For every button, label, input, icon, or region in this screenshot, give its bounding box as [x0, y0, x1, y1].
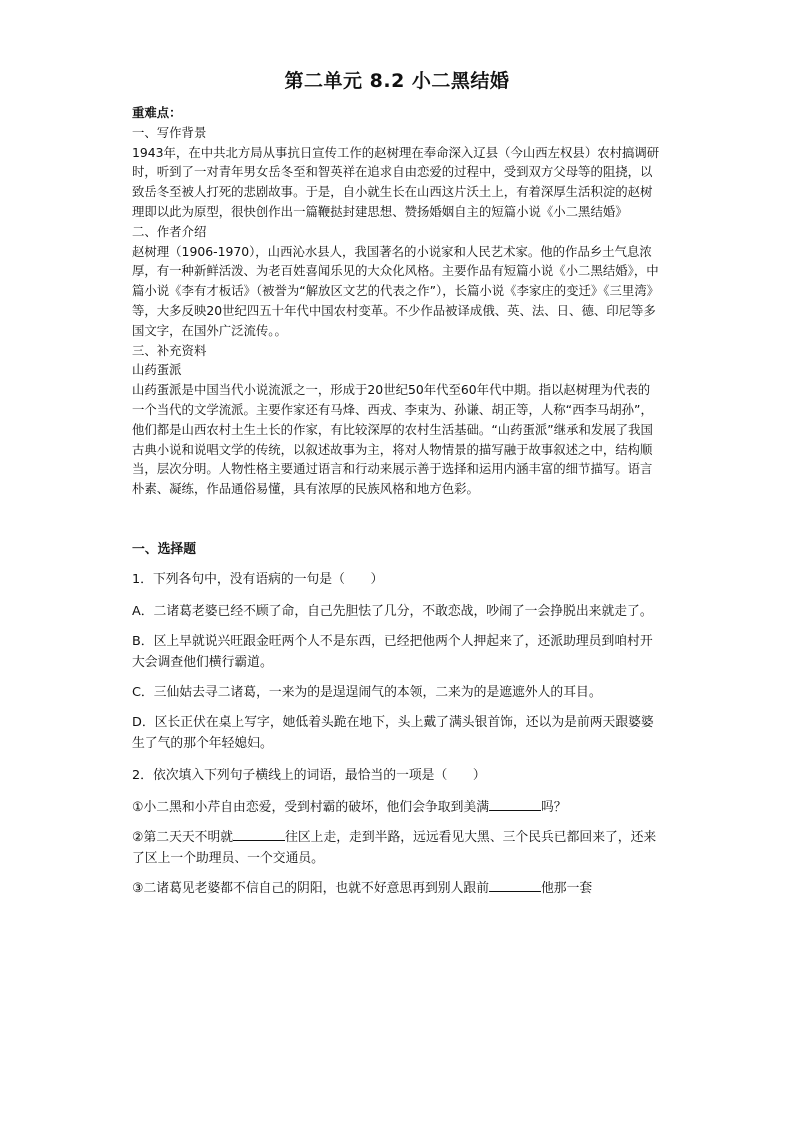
section-spacer [132, 499, 662, 539]
document-page [132, 66, 662, 908]
question-1-option-b: B．区上早就说兴旺跟金旺两个人不是东西，已经把他两个人押起来了，还派助理员到咱村开大会调查他们横行霸道。 [132, 633, 653, 670]
paragraph-author: 赵树理（1906-1970），山西沁水县人，我国著名的小说家和人民艺术家。他的作品乡土气息浓厚，有一种新鲜活泼、为老百姓喜闻乐见的大众化风格。主要作品有短篇小说《小二黑结婚》，中篇小说《李有才板话》（被誉为“解放区文艺的代表之作”），长篇小说《李家庄的变迁》《三里湾》等，大多反映20世纪四五十年代中国农村变革。不少作品被译成俄、英、法、日、德、印尼等多国文字，在国外广泛流传。。 [132, 243, 660, 338]
fill-blank [233, 828, 285, 841]
fill-blank [489, 798, 541, 811]
sentence-3-text-a: ③二诸葛见老婆都不信自己的阴阳，也就不好意思再到别人跟前 [132, 880, 489, 896]
question-2-sentence-2 [132, 827, 662, 869]
question-1-stem: 1．下列各句中，没有语病的一句是（ ） [132, 571, 384, 587]
question-2-sentence-3 [132, 878, 662, 899]
question-1-option-c: C．三仙姑去寻二诸葛，一来为的是逞逞闹气的本领，二来为的是遮遮外人的耳目。 [132, 684, 602, 700]
section-heading-background: 一、写作背景 [132, 124, 207, 140]
question-2-stem: 2．依次填入下列句子横线上的词语，最恰当的一项是（ ） [132, 767, 486, 783]
exercise-heading: 一、选择题 [132, 541, 196, 557]
section-heading-supplement: 三、补充资料 [132, 342, 207, 358]
paragraph-background: 1943年，在中共北方局从事抗日宣传工作的赵树理在奉命深入辽县（今山西左权县）农村搞调研时，听到了一对青年男女岳冬至和智英祥在追求自由恋爱的过程中，受到双方父母等的阻挠，以致岳冬至被人打死的悲剧故事。于是，自小就生长在山西这片沃土上，有着深厚生活积淀的赵树理即以此为原型，很快创作出一篇鞭挞封建思想、赞扬婚姻自主的短篇小说《小二黑结婚》 [132, 144, 660, 219]
question-2-sentence-1 [132, 797, 662, 818]
exercise-section [132, 539, 662, 899]
subheading-school: 山药蛋派 [132, 362, 182, 378]
sentence-1-text-b: 吗？ [541, 799, 567, 815]
sentence-2-text-a: ②第二天天不明就 [132, 829, 234, 845]
sentence-3-text-b: 他那一套 [541, 880, 593, 896]
key-points-section [132, 103, 662, 499]
page-title: 第二单元 8.2 小二黑结婚 [284, 70, 510, 92]
fill-blank [489, 879, 541, 892]
paragraph-school: 山药蛋派是中国当代小说流派之一，形成于20世纪50年代至60年代中期。指以赵树理为代表的一个当代的文学流派。主要作家还有马烽、西戎、李束为、孙谦、胡正等，人称“西李马胡孙”，他们都是山西农村土生土长的作家，有比较深厚的农村生活基础。“山药蛋派”继承和发展了我国古典小说和说唱文学的传统，以叙述故事为主，将对人物情景的描写融于故事叙述之中，结构顺当，层次分明。人物性格主要通过语言和行动来展示善于选择和运用内涵丰富的细节描写。语言朴素、凝练，作品通俗易懂，具有浓厚的民族风格和地方色彩。 [132, 382, 653, 497]
sentence-2-text-b: 往区上走，走到半路，远远看见大黑、三个民兵已都回来了，还来了区上一个助理员、一个交通员。 [132, 829, 657, 866]
question-1-option-a: A．二诸葛老婆已经不顾了命，自己先胆怯了几分，不敢恋战，吵闹了一会挣脱出来就走了。 [132, 603, 653, 619]
key-points-label: 重难点： [132, 105, 182, 120]
section-heading-author: 二、作者介绍 [132, 223, 207, 239]
sentence-1-text-a: ①小二黑和小芹自由恋爱，受到村霸的破坏，他们会争取到美满 [132, 799, 489, 815]
question-1-option-d: D．区长正伏在桌上写字，她低着头跪在地下，头上戴了满头银首饰，还以为是前两天跟婆婆生了气的那个年轻媳妇。 [132, 714, 654, 751]
